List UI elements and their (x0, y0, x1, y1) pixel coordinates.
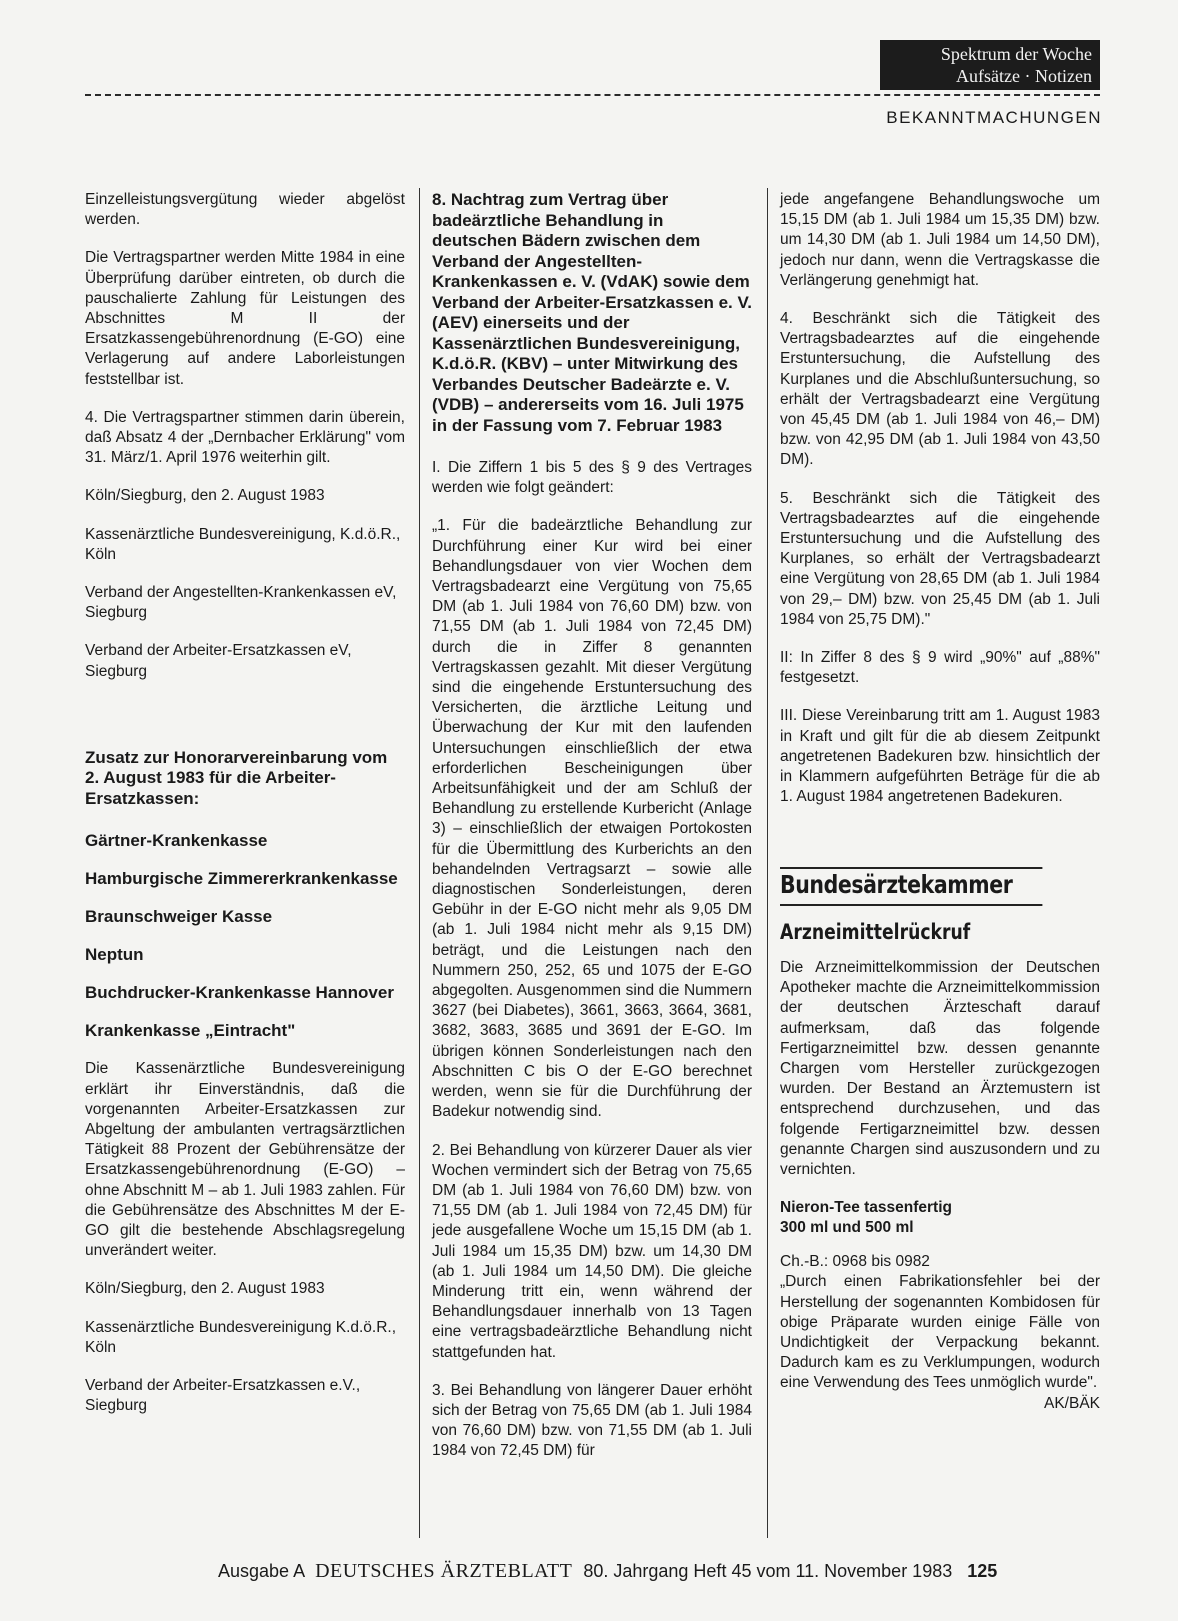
header-rule (85, 94, 1100, 96)
company-name: Neptun (85, 945, 144, 965)
column-right (780, 190, 1100, 1414)
paragraph: Die Kassenärztliche Bundesvereinigung erklärt ihr Einverständnis, daß die vorgenannten Arbeiter-Ersatzkassen zur Abgeltung der ambulanten vertragsärztlichen Tätigkeit 88 Prozent der Gebührensätze der Ersatzkassengebührenordnung (E-GO) – ohne Abschnitt M – ab 1. Juli 1983 zahlen. Für die Gebührensätze des Abschnittes M der E-GO gilt die bestehende Abschlagsregelung unverändert weiter. (85, 1060, 405, 1260)
header-box-line1: Spektrum der Woche (940, 44, 1092, 64)
paragraph: 4. Beschränkt sich die Tätigkeit des Vertragsbadearztes auf die eingehende Erstuntersuchung, die Aufstellung des Kurplanes und die Abschlußuntersuchung, so erhält der Vertragsbadearzt eine Vergütung von 45,45 DM (ab 1. Juli 1984 von 46,– DM) bzw. von 42,95 DM (ab 1. Juli 1984 von 43,50 DM). (780, 310, 1100, 469)
section-header-box (880, 40, 1100, 90)
company-name: Hamburgische Zimmererkrankenkasse (85, 869, 398, 889)
product-line: Nieron-Tee tassenfertig (780, 1199, 952, 1217)
paragraph: Einzelleistungsvergütung wieder abgelöst werden. (85, 191, 405, 229)
journal-name: DEUTSCHES ÄRZTEBLATT (315, 1560, 573, 1582)
page-number: 125 (967, 1561, 998, 1581)
place-date: Köln/Siegburg, den 2. August 1983 (85, 487, 325, 505)
place-date: Köln/Siegburg, den 2. August 1983 (85, 1280, 325, 1298)
signoff: AK/BÄK (1044, 1394, 1100, 1412)
column-left (85, 190, 405, 1434)
product-line: 300 ml und 500 ml (780, 1219, 914, 1237)
column-divider (419, 188, 420, 1538)
quote-paragraph (780, 1272, 1100, 1412)
signatory: Verband der Angestellten-Krankenkassen eV, Siegburg (85, 584, 397, 622)
section-title: Bundesärztekammer (780, 867, 1042, 905)
edition-label: Ausgabe A (218, 1561, 305, 1581)
signatory: Kassenärztliche Bundesvereinigung, K.d.ö.R., Köln (85, 525, 401, 563)
paragraph: 2. Bei Behandlung von kürzerer Dauer als vier Wochen vermindert sich der Betrag von 75,65 DM (ab 1. Juli 1984 von 76,60 DM) bzw. von 71,55 DM (ab 1. Juli 1984 von 72,45 DM) für jede ausgefallene Woche um 15,15 DM (ab 1. Juli 1984 um 15,35 DM) bzw. um 14,30 DM (ab 1. Juli 1984 um 14,50 DM). Die gleiche Minderung tritt ein, wenn während der Behandlungsdauer innerhalb von 13 Tagen eine vertragsbadeärztliche Behandlung nicht stattgefunden hat. (432, 1141, 752, 1361)
paragraph: 3. Bei Behandlung von längerer Dauer erhöht sich der Betrag von 75,65 DM (ab 1. Juli 1984 von 76,60 DM) bzw. von 71,55 DM (ab 1. Juli 1984 von 72,45 DM) für (432, 1381, 752, 1460)
signatory: Kassenärztliche Bundesvereinigung K.d.ö.R., Köln (85, 1318, 397, 1356)
paragraph: 5. Beschränkt sich die Tätigkeit des Vertragsbadearztes auf die eingehende Erstuntersuchung und die Aufstellung des Kurplanes, so erhält der Vertragsbadearzt eine Vergütung von 28,65 DM (ab 1. Juli 1984 von 29,– DM) bzw. von 25,45 DM (ab 1. Juli 1984 von 25,75 DM)." (780, 489, 1100, 628)
paragraph: Die Arzneimittelkommission der Deutschen Apotheker machte die Arzneimittelkommission der deutschen Ärzteschaft darauf aufmerksam, daß das folgende Fertigarzneimittel bzw. dessen genannte Chargen vom Hersteller zurückgezogen wurden. Der Bestand an Ärztemustern ist entsprechend durchzusehen, und das folgende Fertigarzneimittel bzw. dessen genannte Chargen sind auszusondern und zu vernichten. (780, 958, 1100, 1178)
company-name: Gärtner-Krankenkasse (85, 831, 268, 851)
product-name (780, 1198, 1100, 1238)
paragraph: 4. Die Vertragspartner stimmen darin überein, daß Absatz 4 der „Dernbacher Erklärung" vom 31. März/1. April 1976 weiterhin gilt. (85, 408, 405, 467)
article-heading: 8. Nachtrag zum Vertrag über badeärztliche Behandlung in deutschen Bädern zwischen dem Verband der Angestellten-Krankenkassen e. V. (VdAK) sowie dem Verband der Arbeiter-Ersatzkassen e. V. (AEV) einerseits und der Kassenärztlichen Bundesvereinigung, K.d.ö.R. (KBV) – unter Mitwirkung des Verbandes Deutscher Badeärzte e. V. (VDB) – andererseits vom 16. Juli 1975 in der Fassung vom 7. Februar 1983 (432, 190, 753, 435)
page-footer (218, 1560, 1118, 1583)
signatory: Verband der Arbeiter-Ersatzkassen e.V., Siegburg (85, 1377, 361, 1415)
batch-numbers: Ch.-B.: 0968 bis 0982 (780, 1253, 930, 1271)
company-name: Buchdrucker-Krankenkasse Hannover (85, 983, 394, 1003)
column-middle (432, 190, 752, 1480)
issue-info: 80. Jahrgang Heft 45 vom 11. November 1983 (583, 1561, 953, 1581)
paragraph: Die Vertragspartner werden Mitte 1984 in eine Überprüfung darüber eintreten, ob durch die pauschalierte Zahlung für Leistungen des Abschnittes M II der Ersatzkassengebührenordnung (E-GO) eine Verlagerung auf andere Laborleistungen feststellbar ist. (85, 249, 405, 388)
paragraph: „1. Für die badeärztliche Behandlung zur Durchführung einer Kur wird bei einer Behandlungsdauer von vier Wochen dem Vertragsbadearzt eine Vergütung von 75,65 DM (ab 1. Juli 1984 von 76,60 DM) bzw. von 71,55 DM (ab 1. Juli 1984 von 72,45 DM) durch die in Ziffer 8 genannten Vertragskassen gezahlt. Mit dieser Vergütung sind die eingehende Erstuntersuchung des Versicherten, die ärztliche Leitung und Überwachung der Kur mit den laufenden Untersuchungen einschließlich der etwa erforderlichen Bescheinigungen über Arbeitsunfähigkeit und der am Schluß der Behandlung zu erstellende Kurbericht (Anlage 3) – einschließlich der etwaigen Portokosten für die Übermittlung des Kurberichts an den behandelnden Vertragsarzt – sowie alle diagnostischen Sonderleistungen, deren Gebühr in der E-GO nicht mehr als 9,05 DM (ab 1. Juli 1984 nicht mehr als 9,15 DM) beträgt, und die Leistungen nach den Nummern 250, 252, 65 und 1075 der E-GO abgegolten. Ausgenommen sind die Nummern 3627 (bei Diabetes), 3661, 3663, 3664, 3681, 3682, 3683, 3685 und 3691 der E-GO. Im übrigen können Sonderleistungen nach den Abschnitten C bis O der E-GO berechnet werden, wenn sie für die Durchführung der Badekur notwendig sind. (432, 517, 752, 1121)
paragraph: jede angefangene Behandlungswoche um 15,15 DM (ab 1. Juli 1984 um 15,35 DM) bzw. um 14,30 DM (ab 1. Juli 1984 um 14,50 DM), jedoch nur dann, wenn die Vertragskasse die Verlängerung genehmigt hat. (780, 191, 1100, 289)
company-name: Braunschweiger Kasse (85, 907, 273, 927)
paragraph: I. Die Ziffern 1 bis 5 des § 9 des Vertrages werden wie folgt geändert: (432, 459, 752, 497)
article-heading: Zusatz zur Honorarvereinbarung vom 2. August 1983 für die Arbeiter-Ersatzkassen: (85, 747, 388, 808)
paragraph: II: In Ziffer 8 des § 9 wird „90%" auf „88%" festgesetzt. (780, 649, 1100, 687)
header-box-line2: Aufsätze · Notizen (956, 66, 1092, 86)
company-name: Krankenkasse „Eintracht" (85, 1021, 296, 1041)
quote-text: „Durch einen Fabrikationsfehler bei der Herstellung der sogenannten Kombidosen für obige Präparate wurden einige Fälle von Undichtigkeit der Verpackung bekannt. Dadurch kam es zu Verklumpungen, wodurch eine Verwendung des Tees unmöglich wurde". (780, 1273, 1100, 1392)
column-divider (767, 188, 768, 1538)
section-label: BEKANNTMACHUNGEN (886, 108, 1102, 127)
paragraph: III. Diese Vereinbarung tritt am 1. August 1983 in Kraft und gilt für die ab diesem Zeitpunkt angetretenen Badekuren bzw. hinsichtlich der in Klammern aufgeführten Beträge für die ab 1. August 1984 angetretenen Badekuren. (780, 707, 1100, 806)
subsection-title: Arzneimittelrückruf (780, 919, 971, 944)
signatory: Verband der Arbeiter-Ersatzkassen eV, Siegburg (85, 642, 352, 680)
